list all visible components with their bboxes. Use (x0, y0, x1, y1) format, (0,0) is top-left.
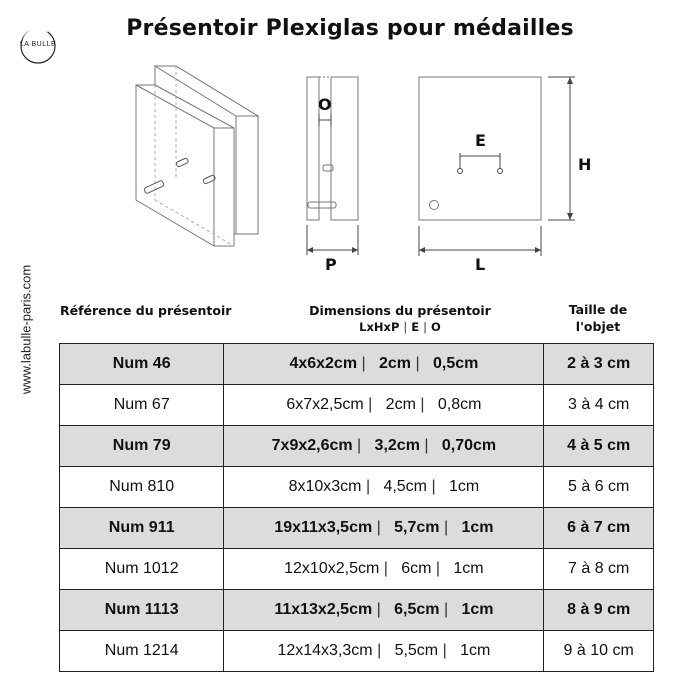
cell-lhp: 6x7x2,5cm (286, 396, 364, 413)
cell-lhp: 12x10x2,5cm (284, 560, 380, 577)
cell-object-size: 6 à 7 cm (544, 508, 654, 549)
cell-dimensions: 11x13x2,5cm | 6,5cm | 1cm (224, 590, 544, 631)
cell-e: 5,5cm (394, 642, 439, 659)
cell-reference: Num 67 (60, 385, 224, 426)
cell-reference: Num 810 (60, 467, 224, 508)
cell-lhp: 11x13x2,5cm (274, 601, 373, 618)
front-view (419, 77, 575, 256)
header-object-size (548, 301, 648, 335)
side-url: www.labulle-paris.com (18, 264, 34, 395)
cell-dimensions: 4x6x2cm | 2cm | 0,5cm (224, 344, 544, 385)
cell-lhp: 19x11x3,5cm (274, 519, 373, 536)
cell-dimensions: 19x11x3,5cm | 5,7cm | 1cm (224, 508, 544, 549)
header-reference: Référence du présentoir (60, 303, 232, 318)
cell-reference: Num 911 (60, 508, 224, 549)
cell-o: 1cm (461, 601, 494, 618)
table-row (60, 385, 654, 426)
sub-e: E (411, 320, 420, 334)
label-p: P (325, 255, 337, 274)
label-o: O (318, 95, 332, 114)
table-row (60, 344, 654, 385)
table-row (60, 508, 654, 549)
cell-reference: Num 1012 (60, 549, 224, 590)
cell-e: 3,2cm (374, 437, 420, 454)
cell-e: 2cm (379, 355, 412, 372)
cell-lhp: 4x6x2cm (289, 355, 358, 372)
cell-dimensions: 8x10x3cm | 4,5cm | 1cm (224, 467, 544, 508)
cell-lhp: 8x10x3cm (288, 478, 362, 495)
technical-diagram (0, 0, 700, 290)
label-h: H (578, 155, 592, 174)
cell-object-size: 2 à 3 cm (544, 344, 654, 385)
cell-dimensions: 12x10x2,5cm | 6cm | 1cm (224, 549, 544, 590)
header-dimensions: Dimensions du présentoir (309, 303, 491, 318)
header-dimensions-sub: LxHxP | E | O (359, 320, 441, 334)
cell-o: 1cm (461, 519, 494, 536)
cell-dimensions: 7x9x2,6cm | 3,2cm | 0,70cm (224, 426, 544, 467)
cell-object-size: 8 à 9 cm (544, 590, 654, 631)
cell-dimensions: 12x14x3,3cm | 5,5cm | 1cm (224, 631, 544, 672)
page-title: Présentoir Plexiglas pour médailles (126, 16, 574, 41)
table-row (60, 549, 654, 590)
cell-o: 0,5cm (432, 355, 479, 372)
cell-o: 0,70cm (441, 437, 497, 454)
cell-object-size: 4 à 5 cm (544, 426, 654, 467)
side-view (307, 77, 358, 255)
cell-reference: Num 46 (60, 344, 224, 385)
header-size-line1: Taille de (568, 302, 628, 317)
sub-lhp: LxHxP (359, 320, 400, 334)
cell-reference: Num 1214 (60, 631, 224, 672)
sub-o: O (431, 320, 441, 334)
display-3d-illustration (136, 66, 258, 246)
cell-o: 1cm (448, 478, 480, 495)
cell-reference: Num 79 (60, 426, 224, 467)
header-size-line2: l'objet (575, 319, 621, 334)
spec-table (59, 343, 654, 672)
cell-e: 6,5cm (394, 601, 440, 618)
cell-object-size: 7 à 8 cm (544, 549, 654, 590)
cell-dimensions: 6x7x2,5cm | 2cm | 0,8cm (224, 385, 544, 426)
label-e: E (475, 131, 486, 150)
cell-object-size: 3 à 4 cm (544, 385, 654, 426)
cell-object-size: 9 à 10 cm (544, 631, 654, 672)
table-row (60, 426, 654, 467)
cell-o: 1cm (453, 560, 484, 577)
cell-e: 6cm (401, 560, 432, 577)
cell-lhp: 12x14x3,3cm (277, 642, 373, 659)
cell-reference: Num 1113 (60, 590, 224, 631)
table-row (60, 631, 654, 672)
logo-text: LA BULLE (19, 41, 57, 48)
table-row (60, 590, 654, 631)
table-row (60, 467, 654, 508)
cell-e: 2cm (385, 396, 416, 413)
cell-o: 0,8cm (437, 396, 482, 413)
cell-o: 1cm (460, 642, 491, 659)
cell-object-size: 5 à 6 cm (544, 467, 654, 508)
cell-e: 5,7cm (394, 519, 440, 536)
cell-e: 4,5cm (383, 478, 428, 495)
cell-lhp: 7x9x2,6cm (271, 437, 353, 454)
label-l: L (475, 255, 486, 274)
